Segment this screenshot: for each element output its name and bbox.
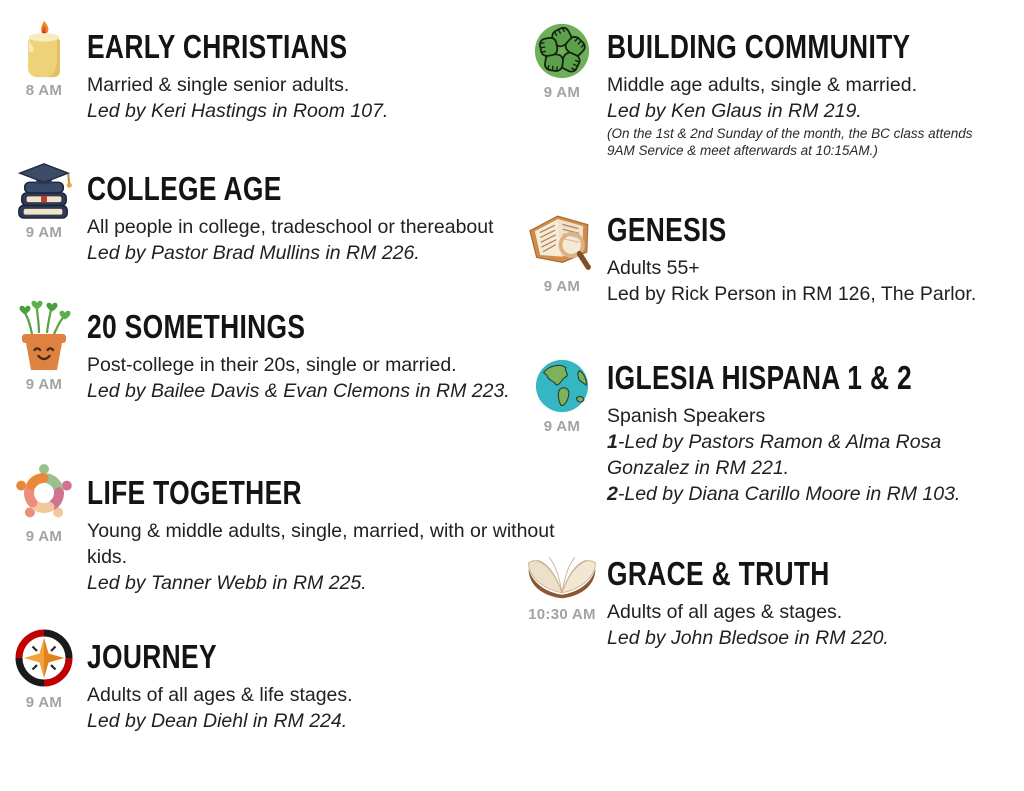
class-leader: Led by Tanner Webb in RM 225. — [87, 572, 367, 594]
class-entry-iglesia-hispana — [524, 358, 1003, 507]
class-leader: Led by Keri Hastings in Room 107. — [87, 100, 389, 122]
class-time: 9 AM — [25, 224, 63, 241]
compass-icon — [12, 626, 76, 690]
candle-icon — [22, 20, 66, 78]
open-book-icon — [523, 550, 601, 602]
class-description: Middle age adults, single & married. — [607, 74, 917, 96]
class-leader: Led by Ken Glaus in RM 219. — [607, 100, 862, 122]
class-description: Adults of all ages & life stages. — [87, 684, 353, 706]
class-description: Married & single senior adults. — [87, 74, 350, 96]
class-time: 9 AM — [543, 84, 581, 101]
class-time: 9 AM — [543, 418, 581, 435]
class-title: GRACE & TRUTH — [607, 555, 830, 592]
class-entry-life-together — [8, 462, 557, 596]
class-title: BUILDING COMMUNITY — [607, 28, 911, 65]
class-entry-journey — [8, 626, 557, 734]
class-time: 9 AM — [543, 278, 581, 295]
class-leader: Led by Bailee Davis & Evan Clemons in RM 223. — [87, 380, 510, 402]
class-title: 20 SOMETHINGS — [87, 308, 306, 345]
class-leader: Led by Rick Person in RM 126, The Parlor. — [607, 283, 977, 305]
community-swirl-icon — [13, 462, 75, 524]
class-title: JOURNEY — [87, 638, 217, 675]
class-leader: Led by Pastor Brad Mullins in RM 226. — [87, 242, 420, 264]
class-time: 9 AM — [25, 694, 63, 711]
class-description: Young & middle adults, single, married, with or without kids. — [87, 520, 555, 568]
icon-and-time — [524, 210, 600, 295]
icon-and-time — [8, 20, 80, 99]
icon-and-time — [524, 358, 600, 435]
class-description: Spanish Speakers — [607, 405, 766, 427]
class-note: (On the 1st & 2nd Sunday of the month, the BC class attends 9AM Service & meet afterwards at 10:15AM.) — [607, 126, 973, 158]
class-description: Adults 55+ — [607, 257, 700, 279]
class-time: 10:30 AM — [528, 606, 596, 623]
class-title: COLLEGE AGE — [87, 170, 282, 207]
class-entry-genesis — [524, 210, 1003, 307]
class-title: GENESIS — [607, 211, 727, 248]
book-magnifier-icon — [527, 210, 597, 274]
joined-hands-icon — [533, 22, 591, 80]
class-entry-early-christians — [8, 20, 557, 124]
icon-and-time — [8, 162, 80, 241]
class-title: EARLY CHRISTIANS — [87, 28, 348, 65]
class-entry-grace-and-truth — [524, 550, 1003, 651]
class-time: 8 AM — [25, 82, 63, 99]
class-title: LIFE TOGETHER — [87, 474, 302, 511]
class-entry-college-age — [8, 162, 557, 266]
class-leader: Led by John Bledsoe in RM 220. — [607, 627, 889, 649]
class-description: All people in college, tradeschool or thereabout — [87, 216, 494, 238]
icon-and-time — [524, 22, 600, 101]
icon-and-time — [8, 296, 80, 393]
class-entry-20-somethings — [8, 296, 557, 404]
potted-plant-icon — [14, 296, 74, 372]
class-description: Post-college in their 20s, single or married. — [87, 354, 457, 376]
icon-and-time — [8, 462, 80, 545]
class-description: Adults of all ages & stages. — [607, 601, 843, 623]
class-leader-1: 1-Led by Pastors Ramon & Alma Rosa Gonzalez in RM 221. — [607, 431, 942, 479]
graduation-books-icon — [13, 162, 75, 220]
icon-and-time — [8, 626, 80, 711]
class-title: IGLESIA HISPANA 1 & 2 — [607, 359, 912, 396]
class-leader: Led by Dean Diehl in RM 224. — [87, 710, 348, 732]
class-entry-building-community — [524, 22, 1003, 159]
globe-icon — [534, 358, 590, 414]
class-time: 9 AM — [25, 528, 63, 545]
class-time: 9 AM — [25, 376, 63, 393]
icon-and-time — [524, 550, 600, 623]
class-leader-2: 2-Led by Diana Carillo Moore in RM 103. — [607, 483, 961, 505]
